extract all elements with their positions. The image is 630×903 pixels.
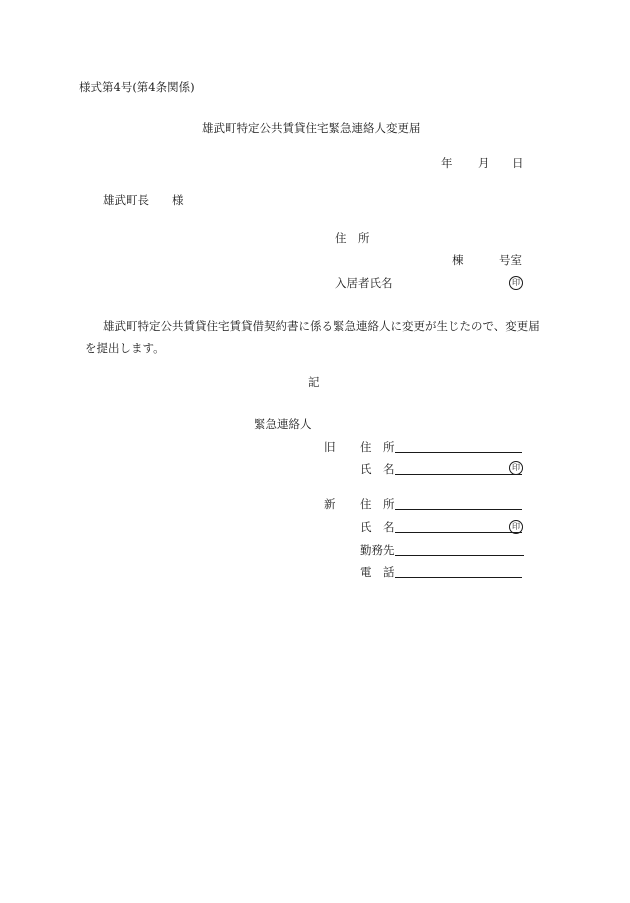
new-address-field[interactable] bbox=[395, 509, 522, 510]
seal-mark: 印 bbox=[509, 276, 523, 290]
applicant-building-label: 棟 bbox=[452, 253, 464, 267]
form-number: 様式第4号(第4条関係) bbox=[79, 80, 195, 94]
date-day-label: 日 bbox=[512, 156, 524, 170]
ki-heading: 記 bbox=[308, 375, 320, 389]
seal-mark: 印 bbox=[509, 461, 523, 475]
new-phone-label: 電 話 bbox=[360, 565, 395, 579]
new-name-label: 氏 名 bbox=[360, 520, 395, 534]
statement-line-1: 雄武町特定公共賃貸住宅賃貸借契約書に係る緊急連絡人に変更が生じたので、変更届 bbox=[103, 319, 540, 333]
new-workplace-label: 勤務先 bbox=[360, 543, 395, 557]
new-phone-field[interactable] bbox=[395, 577, 522, 578]
form-title: 雄武町特定公共賃貸住宅緊急連絡人変更届 bbox=[202, 121, 421, 135]
statement-line-2: を提出します。 bbox=[85, 341, 165, 355]
resident-name-label: 入居者氏名 bbox=[335, 276, 393, 290]
new-workplace-field[interactable] bbox=[395, 555, 524, 556]
statement-paragraph bbox=[85, 315, 565, 359]
old-contact-label: 旧 bbox=[324, 440, 336, 454]
seal-mark: 印 bbox=[509, 520, 523, 534]
applicant-address-label: 住 所 bbox=[335, 231, 370, 245]
addressee-name: 雄武町長 bbox=[103, 193, 149, 207]
old-address-field[interactable] bbox=[395, 452, 522, 453]
date-year-label: 年 bbox=[441, 156, 453, 170]
date-month-label: 月 bbox=[478, 156, 490, 170]
new-name-field[interactable] bbox=[395, 532, 522, 533]
old-name-field[interactable] bbox=[395, 474, 522, 475]
new-contact-label: 新 bbox=[324, 497, 336, 511]
applicant-room-label: 号室 bbox=[499, 253, 522, 267]
old-name-label: 氏 名 bbox=[360, 462, 395, 476]
old-address-label: 住 所 bbox=[360, 440, 395, 454]
addressee-honorific: 様 bbox=[172, 193, 184, 207]
new-address-label: 住 所 bbox=[360, 497, 395, 511]
contact-heading: 緊急連絡人 bbox=[254, 417, 312, 431]
